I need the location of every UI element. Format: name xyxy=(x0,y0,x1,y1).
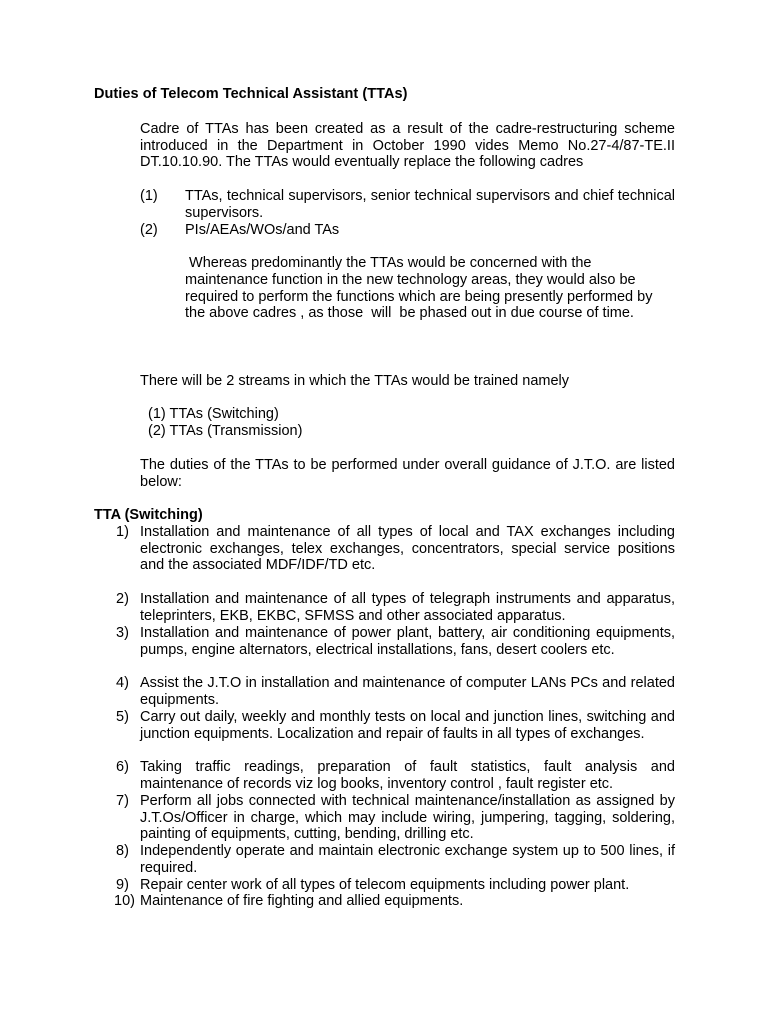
streams-intro: There will be 2 streams in which the TTAs would be trained namely xyxy=(140,373,570,389)
list-item xyxy=(116,591,675,624)
list-item xyxy=(116,877,675,894)
list-item xyxy=(116,893,675,910)
cadre-text: TTAs, technical supervisors, senior technical supervisors and chief technical supervisors. xyxy=(185,188,675,221)
document-title: Duties of Telecom Technical Assistant (TTAs) xyxy=(94,86,408,102)
list-item xyxy=(116,793,675,843)
item-text: Maintenance of fire fighting and allied equipments. xyxy=(140,893,464,909)
item-text: Installation and maintenance of all types of local and TAX exchanges including electronic exchanges, telex exchanges, concentrators, special service positions and the associated MDF/IDF/TD etc. xyxy=(140,524,675,574)
item-number: 4) xyxy=(116,675,129,691)
list-item xyxy=(116,524,675,574)
list-item xyxy=(116,843,675,876)
item-text: Installation and maintenance of power plant, battery, air conditioning equipments, pumps, engine alternators, electrical installations, fans, desert coolers etc. xyxy=(140,625,675,658)
item-text: Repair center work of all types of telecom equipments including power plant. xyxy=(140,877,630,893)
item-text: Taking traffic readings, preparation of fault statistics, fault analysis and maintenance of records viz log books, inventory control , fault register etc. xyxy=(140,759,675,792)
cadre-item xyxy=(140,188,675,221)
item-number: 5) xyxy=(116,709,129,725)
item-number: 8) xyxy=(116,843,129,859)
cadre-number: (1) xyxy=(140,188,158,204)
item-number: 3) xyxy=(116,625,129,641)
stream-item: (1) TTAs (Switching) xyxy=(148,406,279,422)
duties-intro: The duties of the TTAs to be performed under overall guidance of J.T.O. are listed below: xyxy=(140,457,675,490)
list-item xyxy=(116,709,675,742)
item-text: Assist the J.T.O in installation and maintenance of computer LANs PCs and related equipments. xyxy=(140,675,675,708)
item-text: Perform all jobs connected with technical maintenance/installation as assigned by J.T.Os/Officer in charge, which may include wiring, jumpering, tagging, soldering, painting of equipments, cutting, bending, drilling etc. xyxy=(140,793,675,843)
list-item xyxy=(116,625,675,658)
item-number: 2) xyxy=(116,591,129,607)
item-text: Independently operate and maintain electronic exchange system up to 500 lines, if required. xyxy=(140,843,675,876)
item-text: Installation and maintenance of all types of telegraph instruments and apparatus, teleprinters, EKB, EKBC, SFMSS and other associated apparatus. xyxy=(140,591,675,624)
cadre-number: (2) xyxy=(140,222,158,238)
whereas-paragraph: Whereas predominantly the TTAs would be concerned with the maintenance function in the new technology areas, they would also be required to perform the functions which are being presently performed by the above cadres , as those will be phased out in due course of time. xyxy=(185,255,657,322)
item-number: 1) xyxy=(116,524,129,540)
section-heading: TTA (Switching) xyxy=(94,507,203,523)
cadre-text: PIs/AEAs/WOs/and TAs xyxy=(185,222,340,238)
item-number: 6) xyxy=(116,759,129,775)
intro-paragraph: Cadre of TTAs has been created as a result of the cadre-restructuring scheme introduced in the Department in October 1990 vides Memo No.27-4/87-TE.II DT.10.10.90. The TTAs would eventually replace the following cadres xyxy=(140,121,675,171)
item-number: 10) xyxy=(114,893,135,909)
stream-item: (2) TTAs (Transmission) xyxy=(148,423,303,439)
list-item xyxy=(116,675,675,708)
item-number: 7) xyxy=(116,793,129,809)
item-text: Carry out daily, weekly and monthly tests on local and junction lines, switching and junction equipments. Localization and repair of faults in all types of exchanges. xyxy=(140,709,675,742)
item-number: 9) xyxy=(116,877,129,893)
cadre-item xyxy=(140,222,675,239)
list-item xyxy=(116,759,675,792)
